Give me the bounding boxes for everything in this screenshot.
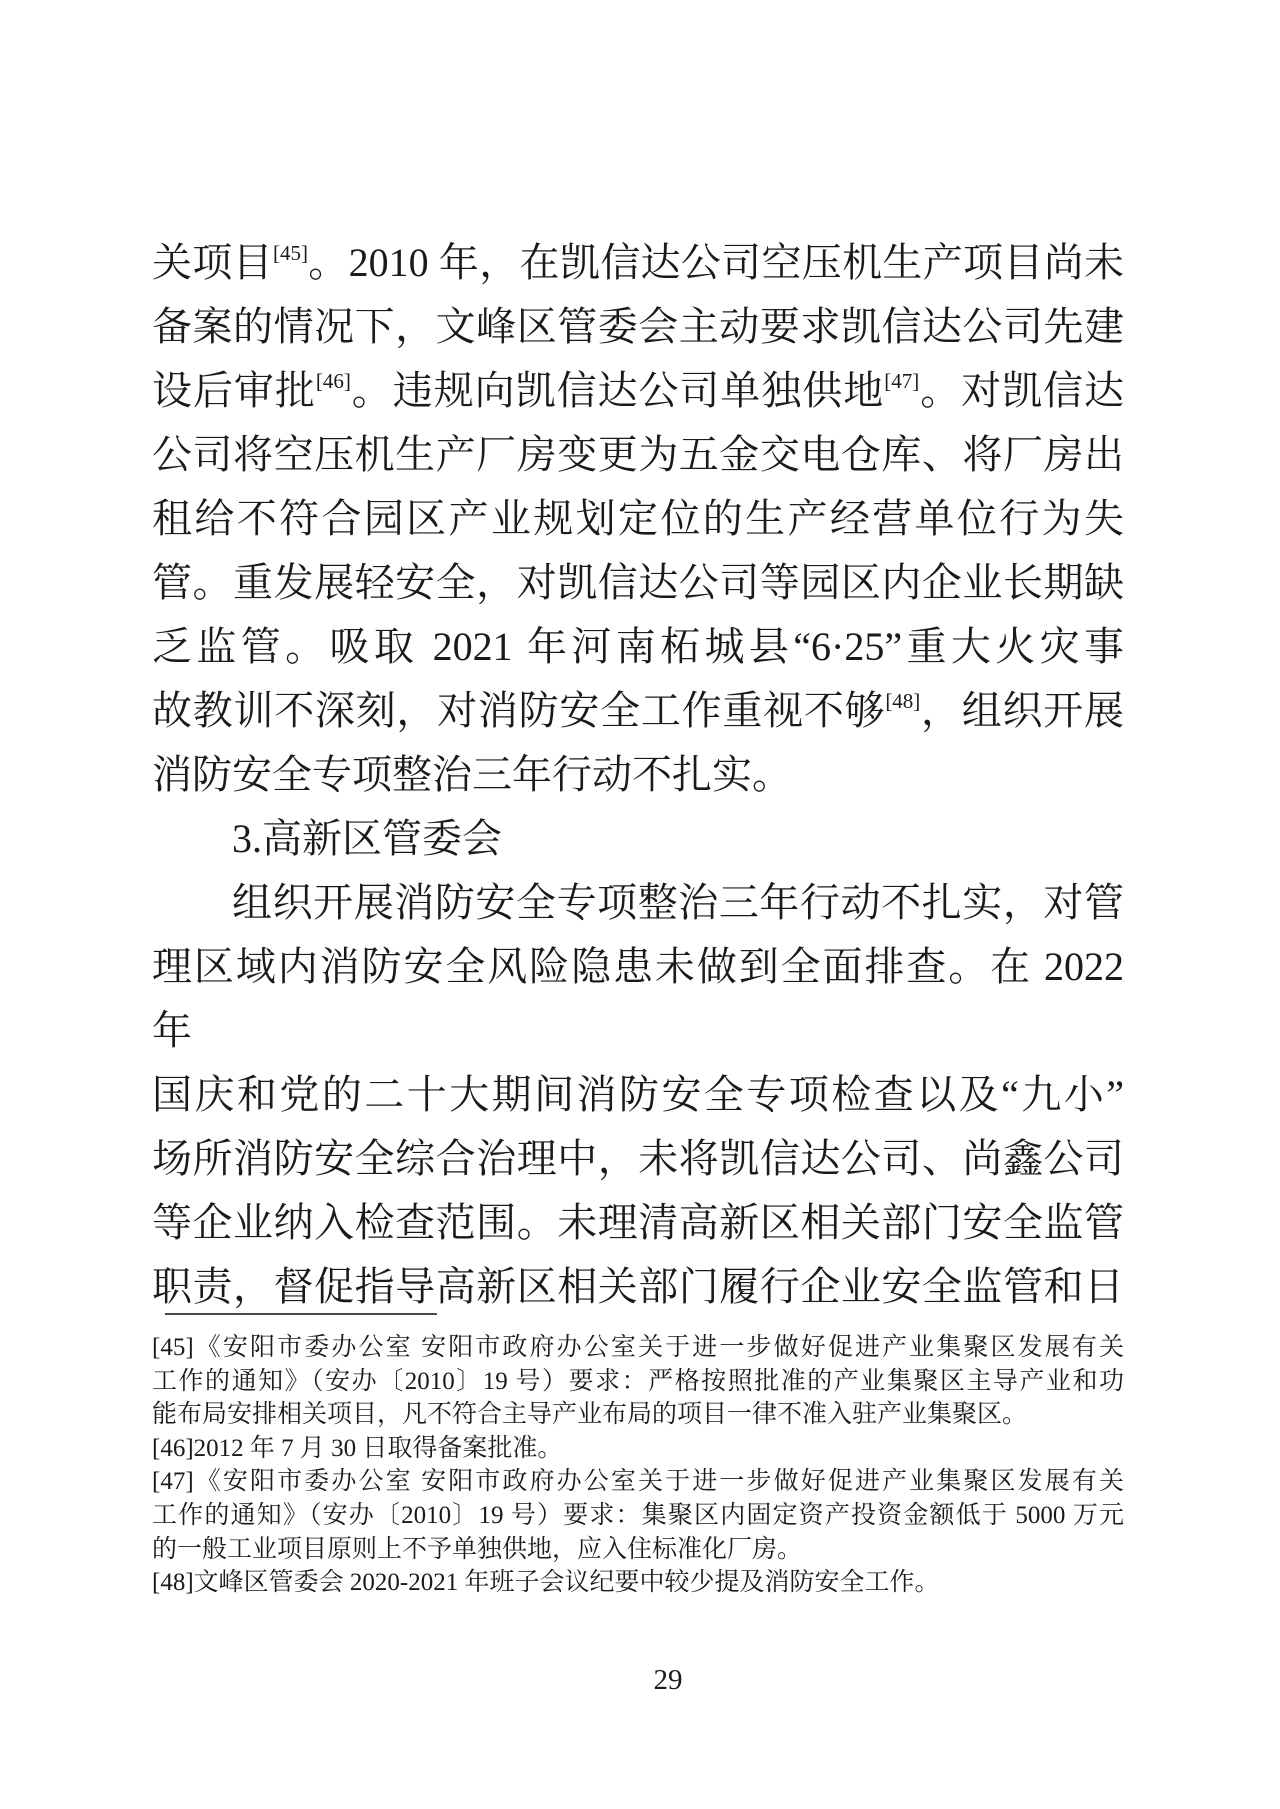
footnote-line: 工作的通知》（安办〔2010〕19 号）要求：严格按照批准的产业集聚区主导产业和功 — [152, 1367, 1124, 1395]
body-line: 等企业纳入检查范围。未理清高新区相关部门安全监管 — [152, 1200, 1124, 1245]
footnote-line: [46]2012 年 7 月 30 日取得备案批准。 — [152, 1434, 563, 1462]
body-line: 场所消防安全综合治理中，未将凯信达公司、尚鑫公司 — [152, 1136, 1124, 1181]
footnote-reference: [45] — [272, 241, 308, 265]
body-line: 备案的情况下，文峰区管委会主动要求凯信达公司先建 — [152, 304, 1124, 349]
body-line: 管。重发展轻安全，对凯信达公司等园区内企业长期缺 — [152, 560, 1124, 605]
body-line: 公司将空压机生产厂房变更为五金交电仓库、将厂房出 — [152, 432, 1124, 477]
footnote-reference: [46] — [315, 369, 351, 393]
body-line: 理区域内消防安全风险隐患未做到全面排查。在 2022 年 — [152, 944, 1124, 1053]
footnote-reference: [47] — [884, 369, 920, 393]
body-line: 故教训不深刻，对消防安全工作重视不够[48]，组织开展 — [152, 688, 1125, 733]
body-line: 租给不符合园区产业规划定位的生产经营单位行为失 — [152, 496, 1124, 541]
body-line: 设后审批[46]。违规向凯信达公司单独供地[47]。对凯信达 — [152, 368, 1125, 413]
body-line: 乏监管。吸取 2021 年河南柘城县“6·25”重大火灾事 — [152, 624, 1124, 669]
body-line: 国庆和党的二十大期间消防安全专项检查以及“九小” — [152, 1072, 1124, 1117]
footnote-reference: [48] — [885, 689, 921, 713]
footnote-line: 工作的通知》（安办〔2010〕19 号）要求：集聚区内固定资产投资金额低于 5000 万元 — [152, 1501, 1124, 1529]
footnotes — [152, 1331, 1124, 1600]
page-number: 29 — [653, 1664, 683, 1696]
body-line: 消防安全专项整治三年行动不扎实。 — [152, 752, 792, 797]
footnote-separator — [165, 1313, 437, 1315]
footnote-line: 的一般工业项目原则上不予单独供地，应入住标准化厂房。 — [152, 1535, 803, 1563]
footnote-line: [47]《安阳市委办公室 安阳市政府办公室关于进一步做好促进产业集聚区发展有关 — [152, 1468, 1124, 1496]
body-line: 职责，督促指导高新区相关部门履行企业安全监管和日 — [152, 1264, 1124, 1309]
footnote-line: [45]《安阳市委办公室 安阳市政府办公室关于进一步做好促进产业集聚区发展有关 — [152, 1334, 1124, 1361]
footnote-line: [48]文峰区管委会 2020-2021 年班子会议纪要中较少提及消防安全工作。 — [152, 1569, 940, 1597]
document-body — [152, 231, 1124, 1319]
body-line: 关项目[45]。2010 年，在凯信达公司空压机生产项目尚未 — [152, 240, 1125, 285]
footnote-line: 能布局安排相关项目，凡不符合主导产业布局的项目一律不准入驻产业集聚区。 — [152, 1401, 1028, 1429]
body-line: 组织开展消防安全专项整治三年行动不扎实，对管 — [232, 880, 1124, 925]
body-line: 3.高新区管委会 — [232, 816, 502, 861]
